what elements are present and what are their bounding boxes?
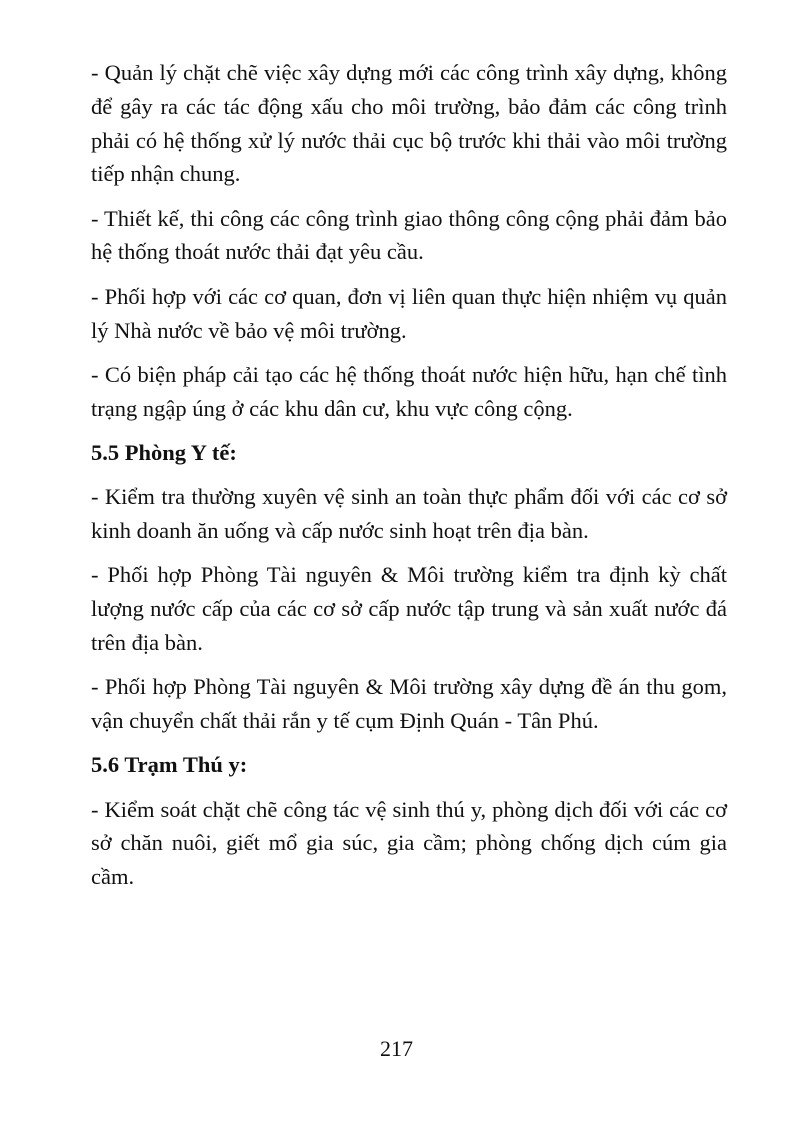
paragraph-medical-waste-project: - Phối hợp Phòng Tài nguyên & Môi trường xây dựng đề án thu gom, vận chuyển chất thải rắn y tế cụm Định Quán - Tân Phú. — [91, 674, 727, 734]
paragraph-traffic-drainage: - Thiết kế, thi công các công trình giao thông công cộng phải đảm bảo hệ thống thoát nước thải đạt yêu cầu. — [91, 205, 727, 265]
paragraph-agency-coordination: - Phối hợp với các cơ quan, đơn vị liên quan thực hiện nhiệm vụ quản lý Nhà nước về bảo vệ môi trường. — [91, 283, 727, 343]
document-page — [91, 56, 727, 905]
paragraph-food-safety-inspection: - Kiểm tra thường xuyên vệ sinh an toàn thực phẩm đối với các cơ sở kinh doanh ăn uống và cấp nước sinh hoạt trên địa bàn. — [91, 484, 727, 544]
paragraph-drainage-improvement: - Có biện pháp cải tạo các hệ thống thoát nước hiện hữu, hạn chế tình trạng ngập úng ở các khu dân cư, khu vực công cộng. — [91, 361, 727, 421]
page-number: 217 — [380, 1036, 413, 1061]
paragraph-water-quality-inspection: - Phối hợp Phòng Tài nguyên & Môi trường kiểm tra định kỳ chất lượng nước cấp của các cơ sở cấp nước tập trung và sản xuất nước đá trên địa bàn. — [91, 562, 727, 655]
paragraph-veterinary-hygiene: - Kiểm soát chặt chẽ công tác vệ sinh thú y, phòng dịch đối với các cơ sở chăn nuôi, giết mổ gia súc, gia cầm; phòng chống dịch cúm gia cầm. — [91, 796, 727, 890]
paragraph-construction-management: - Quản lý chặt chẽ việc xây dựng mới các công trình xây dựng, không để gây ra các tác động xấu cho môi trường, bảo đảm các công trình phải có hệ thống xử lý nước thải cục bộ trước khi thải vào môi trường tiếp nhận chung. — [91, 60, 727, 187]
section-heading-veterinary-station: 5.6 Trạm Thú y: — [91, 752, 248, 778]
section-heading-health-office: 5.5 Phòng Y tế: — [91, 439, 237, 465]
